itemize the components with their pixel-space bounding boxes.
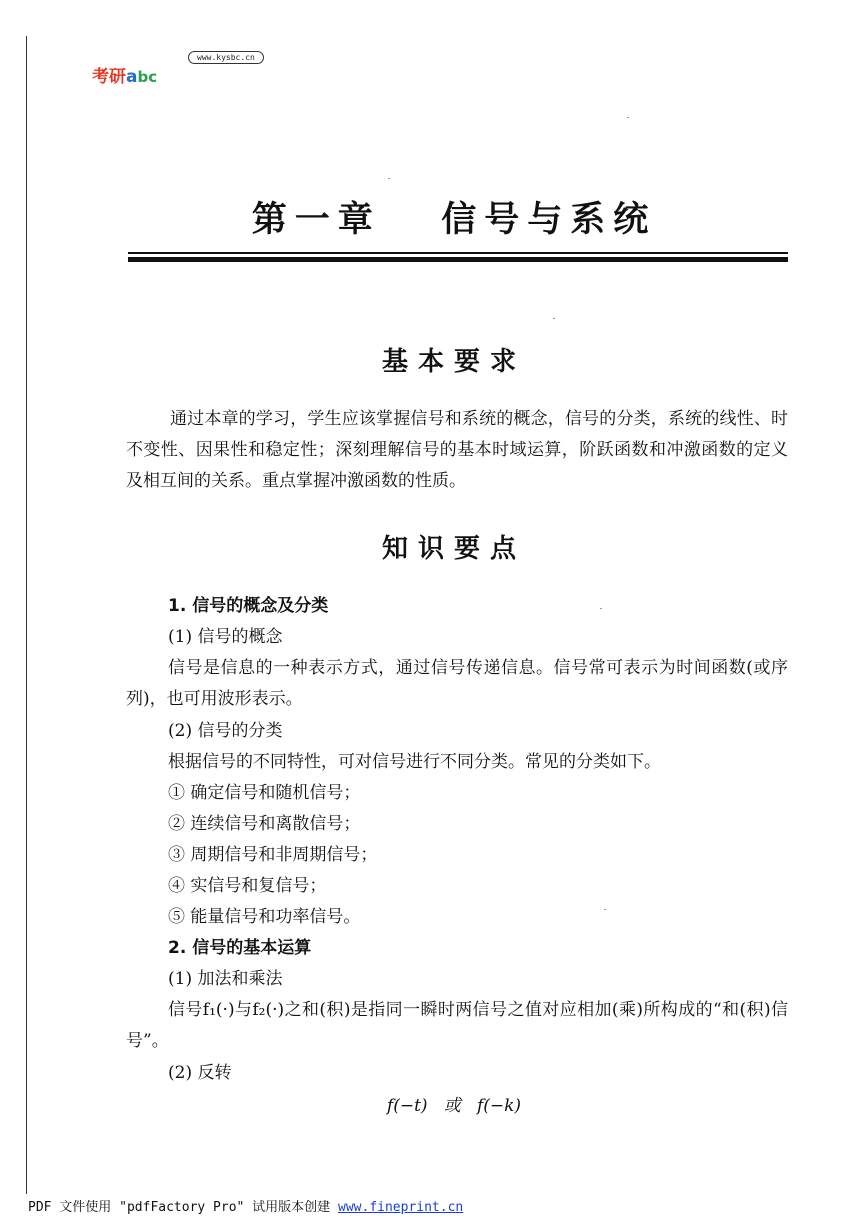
subsection-1-title: 1. 信号的概念及分类 bbox=[168, 596, 329, 616]
heading-basic-requirements: 基本要求 bbox=[381, 347, 526, 377]
class-item-5: ⑤ 能量信号和功率信号。 bbox=[168, 907, 361, 927]
class-item-3: ③ 周期信号和非周期信号； bbox=[168, 845, 378, 865]
chapter-title: 第一章 信号与系统 bbox=[251, 199, 657, 240]
subsection-2-1-text: 信号f₁(·)与f₂(·)之和(积)是指同一瞬时两信号之值对应相加(乘)所构成的“和(积)信号”。 bbox=[126, 1000, 788, 1051]
subsection-1-1-title: (1) 信号的概念 bbox=[168, 627, 283, 647]
class-item-1: ① 确定信号和随机信号； bbox=[168, 783, 361, 803]
scan-speck bbox=[600, 608, 602, 609]
reversal-formula: f(−t) 或 f(−k) bbox=[386, 1096, 522, 1116]
scan-speck bbox=[604, 909, 606, 910]
logo-part-3: bc bbox=[137, 68, 158, 86]
subsection-1-2-title: (2) 信号的分类 bbox=[168, 721, 283, 741]
subsection-1-2-text: 根据信号的不同特性，可对信号进行不同分类。常见的分类如下。 bbox=[168, 752, 661, 772]
title-rule-thin bbox=[128, 252, 788, 254]
requirements-paragraph: 通过本章的学习，学生应该掌握信号和系统的概念，信号的分类，系统的线性、时不变性、因果性和稳定性；深刻理解信号的基本时域运算，阶跃函数和冲激函数的定义及相互间的关系。重点掌握冲激函数的性质。 bbox=[126, 409, 788, 491]
title-rule-thick bbox=[128, 257, 788, 262]
subsection-2-1-title: (1) 加法和乘法 bbox=[168, 969, 283, 989]
scan-speck bbox=[553, 318, 555, 319]
class-item-4: ④ 实信号和复信号； bbox=[168, 876, 327, 896]
scan-speck bbox=[627, 117, 629, 118]
scan-speck bbox=[388, 178, 390, 179]
subsection-2-2-title: (2) 反转 bbox=[168, 1063, 232, 1083]
pdf-footer bbox=[28, 1196, 463, 1215]
footer-text: PDF 文件使用 "pdfFactory Pro" 试用版本创建 bbox=[28, 1200, 339, 1215]
logo-part-1: 考研 bbox=[92, 67, 126, 87]
footer-link[interactable]: www.fineprint.cn bbox=[338, 1200, 464, 1215]
url-badge: www.kysbc.cn bbox=[188, 51, 264, 64]
logo-part-2: a bbox=[126, 67, 138, 87]
site-logo bbox=[92, 62, 157, 87]
subsection-2-title: 2. 信号的基本运算 bbox=[168, 938, 312, 958]
class-item-2: ② 连续信号和离散信号； bbox=[168, 814, 361, 834]
heading-knowledge-points: 知识要点 bbox=[381, 534, 526, 564]
subsection-1-1-text: 信号是信息的一种表示方式，通过信号传递信息。信号常可表示为时间函数(或序列)，也可用波形表示。 bbox=[126, 658, 788, 709]
